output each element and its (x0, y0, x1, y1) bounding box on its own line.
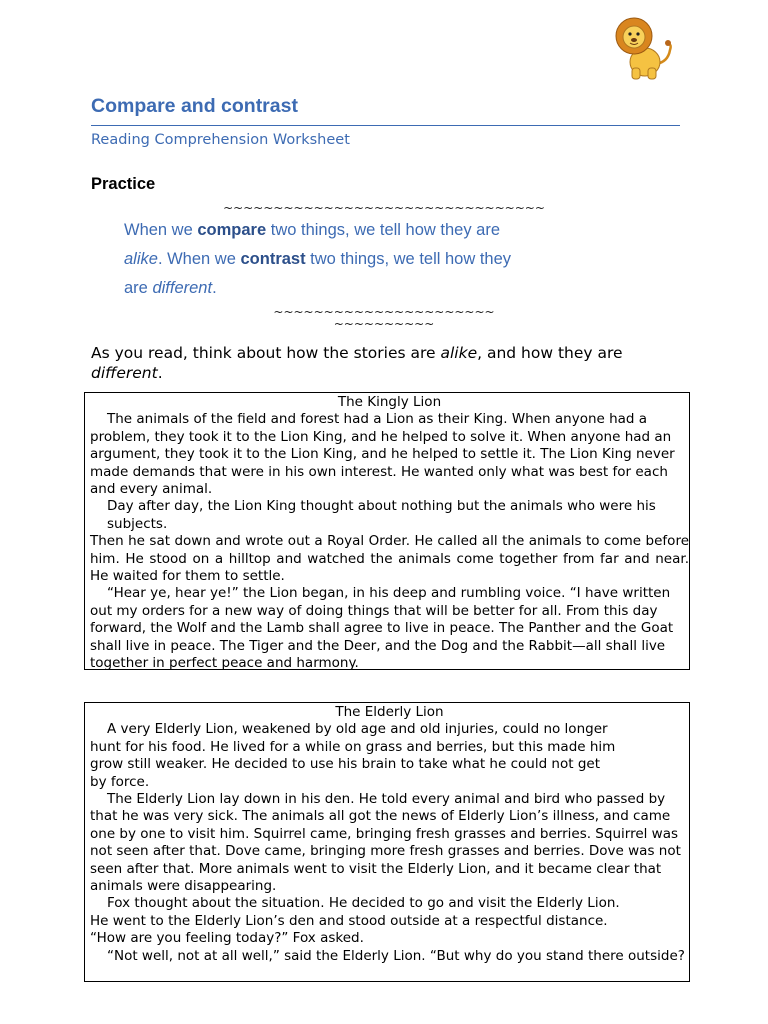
story-paragraph: Fox thought about the situation. He decided to go and visit the Elderly Lion. (107, 895, 620, 912)
section-heading: Practice (91, 175, 156, 193)
story-paragraph (90, 721, 689, 791)
title-divider (91, 125, 680, 126)
story-box-kingly-lion (84, 392, 690, 670)
tilde-divider-top: ~~~~~~~~~~~~~~~~~~~~~~~~~~~~~~~~ (223, 201, 545, 215)
story-paragraph: He went to the Elderly Lion’s den and stood outside at a respectful distance. (90, 912, 608, 929)
story-paragraph: The animals of the field and forest had a Lion as their King. When anyone had a problem, they took it to the Lion King, and he helped to solve it. When anyone had an argument, they took it to the Lion King, and he helped to settle it. The Lion King never made demands that were in his own interest. He wanted only what was best for each and every animal. (90, 411, 675, 498)
definition-line-1: When we compare two things, we tell how they are (124, 221, 501, 239)
story-paragraph: Day after day, the Lion King thought about nothing but the animals who were his subjects. (107, 498, 656, 532)
story-paragraph: The Elderly Lion lay down in his den. He told every animal and bird who passed by that he was very sick. The animals all got the news of Elderly Lion’s illness, and came one by one to visit him. Squirrel came, bringing fresh grasses and berries. Squirrel was not seen after that. Dove came, bringing more fresh grasses and berries. Dove was not seen after that. More animals went to visit the Elderly Lion, and it became clear that animals were disappearing. (90, 791, 681, 895)
lion-icon (616, 18, 671, 79)
story-paragraph: “Hear ye, hear ye!” the Lion began, in his deep and rumbling voice. “I have written out my orders for a new way of doing things that will be better for all. From this day forward, the Wolf and the Lamb shall agree to live in peace. The Panther and the Goat shall live in peace. The Tiger and the Deer, and the Dog and the Rabbit—all shall live together in perfect peace and harmony. (90, 585, 674, 672)
story-title: The Kingly Lion (337, 394, 442, 410)
story-line: A very Elderly Lion, weakened by old age and old injuries, could no longer (107, 721, 608, 738)
tilde-divider-mid: ~~~~~~~~~~~~~~~~~~~~~~ (273, 305, 495, 319)
definition-line-2: alike. When we contrast two things, we tell how they (124, 250, 512, 268)
tilde-divider-bottom: ~~~~~~~~~~ (333, 317, 435, 331)
definition-line-3: are different. (124, 279, 217, 297)
reading-instruction: As you read, think about how the stories are alike, and how they are different. (91, 344, 623, 382)
story-paragraph: Then he sat down and wrote out a Royal Order. He called all the animals to come before him. He stood on a hilltop and watched the animals come together from far and near. He waited for them to settle. (90, 533, 689, 585)
story-paragraph: “How are you feeling today?” Fox asked. (90, 930, 364, 947)
story-box-elderly-lion (84, 702, 690, 982)
story-paragraph: “Not well, not at all well,” said the Elderly Lion. “But why do you stand there outside? (107, 947, 685, 964)
story-line: by force. (90, 773, 150, 790)
worksheet-title: Compare and contrast (91, 95, 298, 117)
story-line: hunt for his food. He lived for a while on grass and berries, but this made him (90, 738, 616, 755)
lion-illustration (612, 14, 674, 82)
story-title: The Elderly Lion (335, 704, 444, 720)
worksheet-subtitle: Reading Comprehension Worksheet (91, 132, 350, 148)
story-line: grow still weaker. He decided to use his brain to take what he could not get (90, 756, 600, 773)
